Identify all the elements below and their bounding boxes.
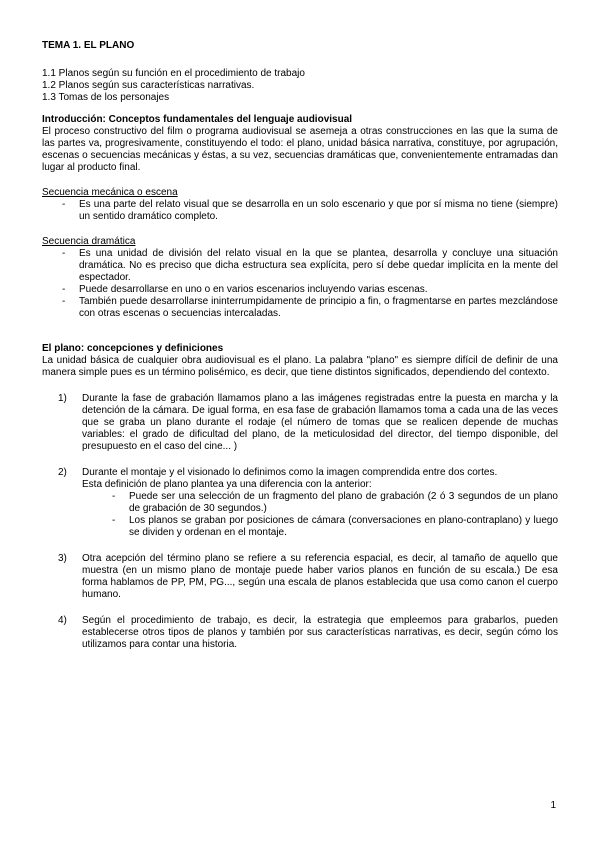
item-text-secondary: Esta definición de plano plantea ya una diferencia con la anterior: xyxy=(82,479,372,490)
item-number: 4) xyxy=(58,615,67,626)
item-number: 3) xyxy=(58,553,67,564)
seq-dramatica-list xyxy=(42,248,558,320)
sub-list xyxy=(82,491,558,539)
list-item: - También puede desarrollarse ininterrumpidamente de principio a fin, o fragmentarse en partes mezclándose con otras escenas o secuencias intercaladas. xyxy=(62,296,558,320)
item-text: Otra acepción del término plano se refiere a su referencia espacial, es decir, al tamaño de aquello que muestra (en un mismo plano de montaje puede haber varios planos en función de su escala.) De esa forma hablamos de PP, PM, PG..., según una escala de planos establecida que usa como canon el cuerpo humano. xyxy=(82,553,558,600)
list-item xyxy=(58,615,558,651)
item-text: Durante el montaje y el visionado lo definimos como la imagen comprendida entre dos cortes. xyxy=(82,467,498,478)
intro-paragraph: El proceso constructivo del film o programa audiovisual se asemeja a otras construcciones en las que la suma de las partes va, progresivamente, constituyendo el todo: el plano, unidad básica narrativa, constituye, por agrupación, escenas o secuencias mecánicas y éstas, a su vez, secuencias dramáticas que, convenientemente entramadas dan lugar al producto final. xyxy=(42,126,558,173)
plano-heading: El plano: concepciones y definiciones xyxy=(42,343,224,354)
table-of-contents xyxy=(42,68,558,104)
toc-item: 1.3 Tomas de los personajes xyxy=(42,92,170,103)
toc-item: 1.2 Planos según sus características narrativas. xyxy=(42,80,255,91)
intro-heading: Introducción: Conceptos fundamentales del lenguaje audiovisual xyxy=(42,114,353,125)
toc-item: 1.1 Planos según su función en el procedimiento de trabajo xyxy=(42,68,305,79)
document-title: TEMA 1. EL PLANO xyxy=(42,40,135,51)
list-item xyxy=(58,553,558,601)
plano-definitions-list xyxy=(42,393,558,651)
list-item: - Es una parte del relato visual que se desarrolla en un solo escenario y que por sí misma no tiene (siempre) un sentido dramático completo. xyxy=(62,199,558,223)
item-text: Durante la fase de grabación llamamos plano a las imágenes registradas entre la puesta en marcha y la detención de la cámara. De igual forma, en esa fase de grabación llamamos toma a cada una de las veces que se graba un plano durante el rodaje (el número de tomas que se realicen depende de muchas variables: el grado de dificultad del plano, de la meticulosidad del director, del tiempo disponible, del presupuesto en el caso del cine... ) xyxy=(82,393,558,452)
page-number: 1 xyxy=(550,800,556,811)
item-number: 2) xyxy=(58,467,67,478)
sub-list-item: - Los planos se graban por posiciones de cámara (conversaciones en plano-contraplano) y luego se dividen y ordenan en el montaje. xyxy=(112,515,558,539)
document-page xyxy=(42,40,558,651)
item-number: 1) xyxy=(58,393,67,404)
sub-list-item: - Puede ser una selección de un fragmento del plano de grabación (2 ó 3 segundos de un plano de grabación de 30 segundos.) xyxy=(112,491,558,515)
seq-mecanica-list xyxy=(42,199,558,223)
list-item: - Puede desarrollarse en uno o en varios escenarios incluyendo varias escenas. xyxy=(62,284,558,296)
item-text: Según el procedimiento de trabajo, es decir, la estrategia que empleemos para grabarlos, pueden establecerse otros tipos de planos y también por sus características narrativas, es decir, según cómo los utilizamos para contar una historia. xyxy=(82,615,558,650)
list-item: - Es una unidad de división del relato visual en la que se plantea, desarrolla y concluye una situación dramática. No es preciso que dicha estructura sea explícita, pero sí debe quedar implícita en la mente del espectador. xyxy=(62,248,558,284)
seq-dramatica-heading: Secuencia dramática xyxy=(42,236,136,247)
plano-paragraph: La unidad básica de cualquier obra audiovisual es el plano. La palabra "plano" es siempre difícil de definir de una manera simple pues es un término polisémico, es decir, que tiene distintos significados, dependiendo del contexto. xyxy=(42,355,558,378)
list-item xyxy=(58,393,558,453)
seq-mecanica-heading: Secuencia mecánica o escena xyxy=(42,187,178,198)
list-item xyxy=(58,467,558,539)
